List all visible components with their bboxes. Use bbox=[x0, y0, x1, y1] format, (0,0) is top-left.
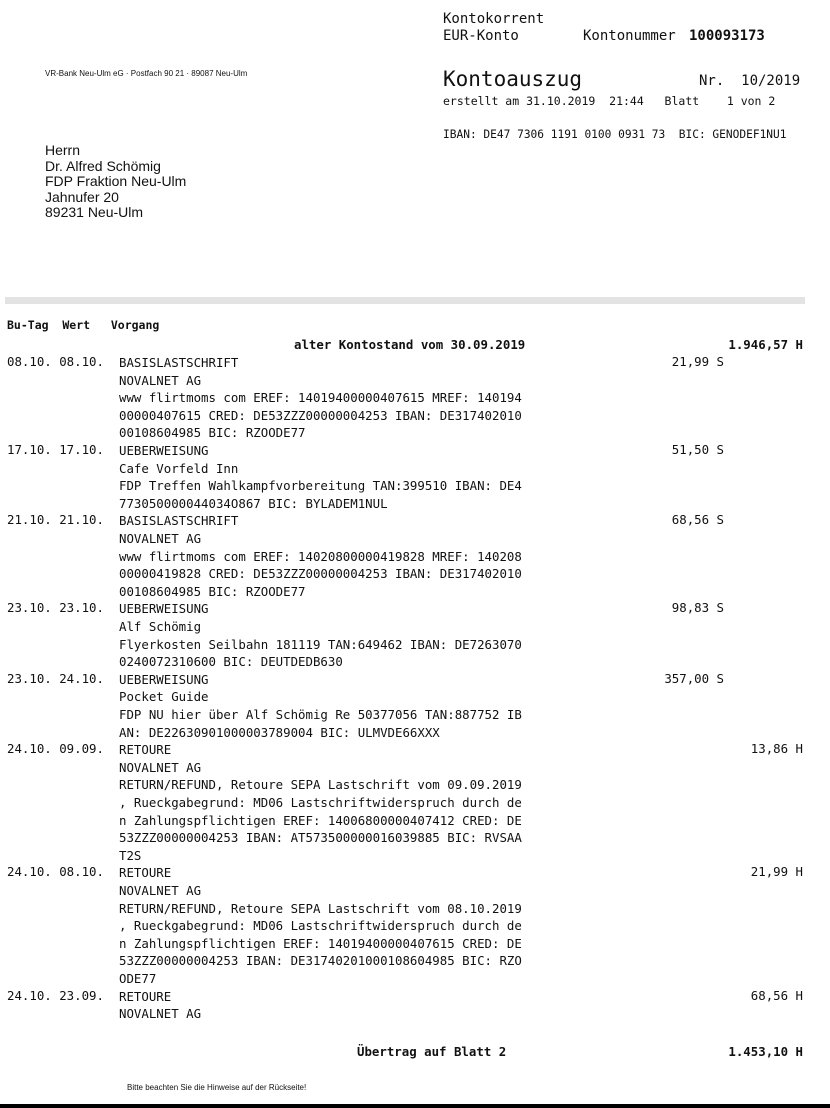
bottom-rule bbox=[0, 1104, 830, 1108]
transaction-dates: 17.10. 17.10. bbox=[7, 442, 104, 457]
transaction-detail-line: Flyerkosten Seilbahn 181119 TAN:649462 IBAN: DE7263070 bbox=[119, 636, 522, 652]
transaction-type: UEBERWEISUNG bbox=[119, 601, 209, 617]
old-balance-label: alter Kontostand vom 30.09.2019 bbox=[294, 337, 526, 352]
transaction-detail-line: 00108604985 BIC: RZOODE77 bbox=[119, 583, 306, 599]
recipient-address-line: FDP Fraktion Neu-Ulm bbox=[45, 173, 187, 189]
transaction-type: BASISLASTSCHRIFT bbox=[119, 355, 239, 370]
creation-info: erstellt am 31.10.2019 21:44 Blatt 1 von 2 bbox=[443, 94, 776, 108]
transaction-detail-line: NOVALNET AG bbox=[119, 759, 202, 775]
transaction-detail-line: NOVALNET AG bbox=[119, 882, 202, 898]
transaction-dates: 23.10. 24.10. bbox=[7, 670, 104, 686]
transaction-dates: 23.10. 23.10. bbox=[7, 600, 104, 616]
transaction-detail-line: , Rueckgabegrund: MD06 Lastschriftwiderspruch durch de bbox=[119, 918, 522, 934]
transaction-details bbox=[119, 442, 522, 512]
separator-bar bbox=[5, 297, 805, 304]
transaction-details bbox=[119, 512, 522, 600]
transaction-detail-line: T2S bbox=[119, 847, 142, 863]
transaction-details bbox=[119, 741, 522, 864]
footer-note: Bitte beachten Sie die Hinweise auf der Rückseite! bbox=[127, 1083, 307, 1092]
recipient-address-line: Dr. Alfred Schömig bbox=[45, 157, 161, 174]
currency-account-label: EUR-Konto bbox=[443, 28, 519, 44]
transaction-type: RETOURE bbox=[119, 742, 172, 758]
transaction-detail-line: FDP NU hier über Alf Schömig Re 50377056 TAN:887752 IB bbox=[119, 706, 522, 722]
transaction-detail-line: RETURN/REFUND, Retoure SEPA Lastschrift vom 09.09.2019 bbox=[119, 777, 522, 793]
old-balance-value: 1.946,57 H bbox=[728, 337, 803, 352]
transaction-amount: 51,50 S bbox=[671, 442, 724, 457]
sender-address: VR-Bank Neu-Ulm eG · Postfach 90 21 · 89087 Neu-Ulm bbox=[45, 69, 248, 78]
transaction-details bbox=[119, 864, 522, 987]
transaction-detail-line: Pocket Guide bbox=[119, 689, 209, 705]
transaction-dates: 21.10. 21.10. bbox=[7, 512, 104, 528]
transaction-dates: 24.10. 09.09. bbox=[7, 741, 104, 757]
transaction-type: RETOURE bbox=[119, 988, 172, 1004]
carry-over-label: Übertrag auf Blatt 2 bbox=[357, 1044, 507, 1059]
recipient-address bbox=[45, 143, 186, 221]
transaction-details bbox=[119, 988, 201, 1023]
transaction-amount: 21,99 H bbox=[750, 864, 803, 880]
transaction-details bbox=[119, 671, 522, 741]
transaction-amount: 68,56 S bbox=[671, 512, 724, 528]
transaction-details bbox=[119, 354, 522, 442]
recipient-address-line: Herrn bbox=[45, 142, 81, 158]
transaction-detail-line: RETURN/REFUND, Retoure SEPA Lastschrift vom 08.10.2019 bbox=[119, 900, 522, 916]
transaction-detail-line: n Zahlungspflichtigen EREF: 14006800000407412 CRED: DE bbox=[119, 812, 522, 828]
recipient-address-line: Jahnufer 20 bbox=[45, 188, 119, 205]
transaction-detail-line: , Rueckgabegrund: MD06 Lastschriftwiderspruch durch de bbox=[119, 794, 522, 810]
carry-over-value: 1.453,10 H bbox=[728, 1044, 803, 1059]
transaction-detail-line: Alf Schömig bbox=[119, 618, 202, 634]
transaction-detail-line: www flirtmoms com EREF: 14020800000419828 MREF: 140208 bbox=[119, 548, 522, 564]
transaction-detail-line: 773050000044034O867 BIC: BYLADEM1NUL bbox=[119, 495, 388, 511]
transaction-amount: 68,56 H bbox=[750, 987, 803, 1003]
account-type-label: Kontokorrent bbox=[443, 11, 545, 27]
transaction-amount: 21,99 S bbox=[671, 354, 724, 369]
iban-bic: IBAN: DE47 7306 1191 0100 0931 73 BIC: GENODEF1NU1 bbox=[443, 128, 787, 141]
statement-number: Nr. 10/2019 bbox=[699, 73, 801, 89]
transaction-detail-line: 53ZZZ00000004253 IBAN: DE31740201000108604985 BIC: RZO bbox=[119, 953, 522, 969]
transaction-detail-line: 00000419828 CRED: DE53ZZZ00000004253 IBAN: DE317402010 bbox=[119, 566, 522, 582]
transaction-detail-line: NOVALNET AG bbox=[119, 1006, 202, 1022]
transaction-dates: 24.10. 23.09. bbox=[7, 987, 104, 1003]
transaction-detail-line: 00000407615 CRED: DE53ZZZ00000004253 IBAN: DE317402010 bbox=[119, 407, 522, 423]
transaction-detail-line: AN: DE22630901000003789004 BIC: ULMVDE66XXX bbox=[119, 724, 440, 740]
transaction-detail-line: 53ZZZ00000004253 IBAN: AT573500000016039885 BIC: RVSAA bbox=[119, 830, 522, 846]
transaction-type: RETOURE bbox=[119, 865, 172, 881]
account-number: 100093173 bbox=[689, 28, 765, 44]
transaction-detail-line: NOVALNET AG bbox=[119, 372, 202, 388]
transaction-detail-line: ODE77 bbox=[119, 970, 157, 986]
transaction-dates: 08.10. 08.10. bbox=[7, 354, 104, 369]
transaction-dates: 24.10. 08.10. bbox=[7, 864, 104, 880]
transaction-amount: 13,86 H bbox=[750, 741, 803, 757]
transaction-type: UEBERWEISUNG bbox=[119, 671, 209, 687]
transaction-detail-line: 0240072310600 BIC: DEUTDEDB630 bbox=[119, 654, 343, 670]
transaction-detail-line: NOVALNET AG bbox=[119, 530, 202, 546]
transaction-type: UEBERWEISUNG bbox=[119, 443, 209, 458]
recipient-address-line: 89231 Neu-Ulm bbox=[45, 204, 144, 220]
transaction-detail-line: 00108604985 BIC: RZOODE77 bbox=[119, 425, 306, 441]
transaction-detail-line: www flirtmoms com EREF: 14019400000407615 MREF: 140194 bbox=[119, 390, 522, 406]
statement-title: Kontoauszug bbox=[443, 67, 583, 91]
transaction-amount: 357,00 S bbox=[664, 670, 724, 686]
account-number-label: Kontonummer bbox=[583, 28, 676, 44]
transaction-type: BASISLASTSCHRIFT bbox=[119, 513, 239, 529]
transaction-details bbox=[119, 600, 522, 670]
transaction-detail-line: Cafe Vorfeld Inn bbox=[119, 460, 239, 476]
column-headers: Bu-Tag Wert Vorgang bbox=[7, 318, 160, 332]
transaction-detail-line: n Zahlungspflichtigen EREF: 14019400000407615 CRED: DE bbox=[119, 935, 522, 951]
transaction-amount: 98,83 S bbox=[671, 600, 724, 616]
transaction-detail-line: FDP Treffen Wahlkampfvorbereitung TAN:399510 IBAN: DE4 bbox=[119, 478, 522, 494]
